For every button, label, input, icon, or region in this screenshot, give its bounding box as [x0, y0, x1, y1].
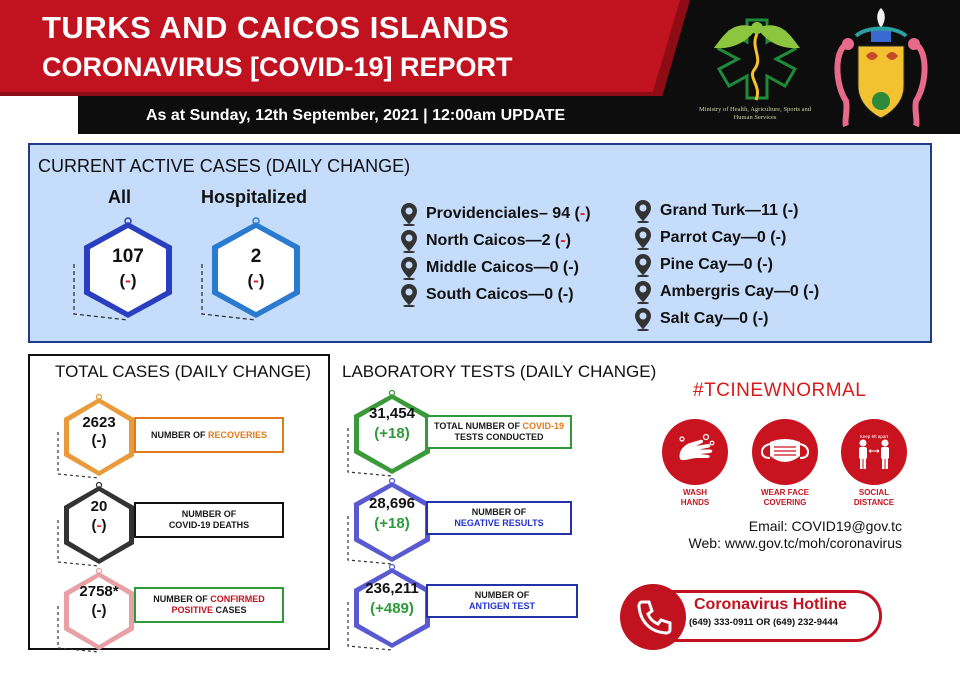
- island-name: Salt Cay—0: [660, 309, 749, 327]
- island-change: -: [562, 285, 569, 303]
- recoveries-change: (-): [91, 432, 107, 449]
- island-row: South Caicos—0 ( - ): [400, 281, 591, 308]
- location-pin-icon: [634, 280, 652, 304]
- island-change: -: [775, 228, 781, 246]
- active-cases-title: CURRENT ACTIVE CASES (DAILY CHANGE): [38, 156, 411, 176]
- all-active-value: 107: [112, 246, 144, 267]
- antigen-tests-label-box: [426, 584, 578, 618]
- island-row: Ambergris Cay—0 ( - ): [634, 278, 819, 305]
- island-change: -: [757, 309, 764, 327]
- antigen-tests-label-line1: NUMBER OF: [474, 590, 530, 600]
- island-name: North Caicos—2: [426, 231, 551, 249]
- island-name: Pine Cay—0: [660, 255, 753, 273]
- island-list-left: [400, 200, 591, 308]
- confirmed-label-line2: POSITIVE CASES: [171, 605, 247, 615]
- hospitalized-change: (-): [247, 271, 265, 290]
- deaths-value: 20: [90, 498, 108, 515]
- recoveries-label: NUMBER OF RECOVERIES: [150, 429, 267, 440]
- all-active-change: (-): [119, 271, 137, 290]
- recoveries-label-box: [134, 417, 284, 453]
- email-link[interactable]: Email: COVID19@gov.tc: [748, 518, 902, 534]
- report-date: As at Sunday, 12th September, 2021 | 12:00am UPDATE: [146, 107, 566, 124]
- location-pin-icon: [634, 199, 652, 223]
- deaths-change: (-): [91, 517, 107, 534]
- confirmed-label-line1: NUMBER OF CONFIRMED: [153, 594, 265, 604]
- island-name: Providenciales– 94: [426, 204, 571, 222]
- island-name: Grand Turk—11: [660, 201, 778, 219]
- island-name: South Caicos—0: [426, 285, 554, 303]
- website-link[interactable]: Web: www.gov.tc/moh/coronavirus: [688, 535, 902, 551]
- total-tests-label-line1: TOTAL NUMBER OF COVID-19: [433, 421, 564, 431]
- island-name: Ambergris Cay—0: [660, 282, 799, 300]
- island-row: Parrot Cay—0 ( - ): [634, 224, 819, 251]
- island-row: Salt Cay—0 ( - ): [634, 305, 819, 332]
- island-name: Parrot Cay—0: [660, 228, 766, 246]
- island-row: Pine Cay—0 ( - ): [634, 251, 819, 278]
- all-hexagon: [68, 214, 188, 324]
- island-list-right: [634, 197, 819, 332]
- social-distance-icon: [841, 419, 907, 485]
- confirmed-label-box: [134, 587, 284, 623]
- deaths-label-line2: COVID-19 DEATHS: [168, 520, 250, 530]
- negative-tests-change: (+18): [374, 515, 410, 532]
- total-tests-change: (+18): [374, 425, 410, 442]
- island-change: -: [560, 231, 566, 249]
- island-row: Grand Turk—11 ( - ): [634, 197, 819, 224]
- page-title: TURKS AND CAICOS ISLANDS: [42, 10, 510, 45]
- location-pin-icon: [400, 256, 418, 280]
- hospitalized-hexagon: [196, 214, 316, 324]
- island-change: -: [762, 255, 768, 273]
- social-distance-caption: Keep 6ft apart: [859, 434, 889, 439]
- island-row: Middle Caicos—0 ( - ): [400, 254, 591, 281]
- confirmed-value: 2758*: [79, 583, 119, 600]
- location-pin-icon: [400, 283, 418, 307]
- location-pin-icon: [634, 226, 652, 250]
- location-pin-icon: [634, 307, 652, 331]
- wash-hands-caption: WASH HANDS: [680, 488, 710, 507]
- island-row: Providenciales– 94 ( - ): [400, 200, 591, 227]
- island-change: -: [787, 201, 794, 219]
- negative-tests-label-box: [426, 501, 572, 535]
- phone-icon: [620, 584, 686, 650]
- hashtag: #TCINEWNORMAL: [693, 380, 867, 401]
- confirmed-change: (-): [91, 602, 107, 619]
- social-distance-caption: SOCIAL DISTANCE: [853, 488, 895, 507]
- negative-tests-value: 28,696: [369, 495, 415, 512]
- recoveries-value: 2623: [82, 414, 116, 431]
- page-subtitle: CORONAVIRUS [COVID-19] REPORT: [42, 52, 513, 82]
- contact-info: [640, 518, 902, 552]
- all-label: All: [108, 187, 132, 207]
- face-mask-caption: WEAR FACE COVERING: [761, 488, 809, 507]
- island-change: -: [808, 282, 814, 300]
- coat-of-arms-icon: [826, 6, 936, 128]
- lab-tests-title: LABORATORY TESTS (DAILY CHANGE): [342, 362, 657, 381]
- antigen-tests-label-line2: ANTIGEN TEST: [468, 601, 535, 611]
- hotline-numbers[interactable]: (649) 333-0911 OR (649) 232-9444: [689, 617, 838, 628]
- island-change: -: [568, 258, 574, 276]
- ministry-name: Ministry of Health, Agriculture, Sports and Human Services: [698, 106, 812, 121]
- total-cases-title: TOTAL CASES (DAILY CHANGE): [55, 362, 312, 381]
- antigen-tests-value: 236,211: [365, 580, 419, 597]
- total-tests-label-line2: TESTS CONDUCTED: [454, 432, 544, 442]
- face-mask-icon: [752, 419, 818, 485]
- deaths-label-line1: NUMBER OF: [181, 509, 237, 519]
- hospitalized-value: 2: [250, 246, 262, 267]
- island-row: North Caicos—2 ( - ): [400, 227, 591, 254]
- island-change: -: [579, 204, 586, 222]
- total-tests-value: 31,454: [369, 405, 415, 422]
- location-pin-icon: [634, 253, 652, 277]
- location-pin-icon: [400, 229, 418, 253]
- hotline-title: Coronavirus Hotline: [694, 596, 847, 613]
- hospitalized-label: Hospitalized: [201, 187, 308, 207]
- negative-tests-label-line1: NUMBER OF: [471, 507, 527, 517]
- negative-tests-label-line2: NEGATIVE RESULTS: [454, 518, 544, 528]
- location-pin-icon: [400, 202, 418, 226]
- island-name: Middle Caicos—0: [426, 258, 559, 276]
- wash-hands-icon: [662, 419, 728, 485]
- total-tests-label-box: [426, 415, 572, 449]
- antigen-tests-change: (+489): [370, 600, 414, 617]
- deaths-label-box: [134, 502, 284, 538]
